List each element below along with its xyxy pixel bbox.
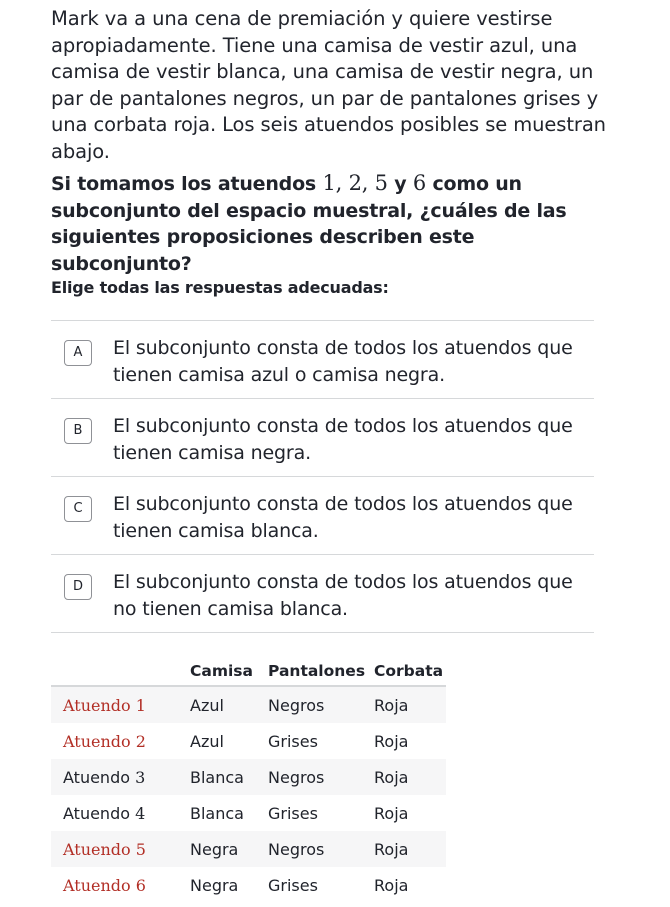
problem-content xyxy=(51,6,611,620)
shirt-cell: Negra xyxy=(190,875,239,895)
outfit-label xyxy=(51,686,190,723)
pants-cell: Negros xyxy=(268,831,374,867)
shirt-cell: Negra xyxy=(190,831,268,867)
pants-cell: Negros xyxy=(268,759,374,795)
choice-letter-c: C xyxy=(64,496,92,522)
outfit-number: 1 xyxy=(135,695,146,715)
outfit-label xyxy=(51,795,190,831)
tie-cell: Roja xyxy=(374,875,409,895)
choice-text-b: El subconjunto consta de todos los atuendos que tienen camisa negra. xyxy=(113,415,573,464)
table-row xyxy=(51,867,446,903)
table-row xyxy=(51,723,446,759)
question-after: como un subconjunto del espacio muestral, ¿cuáles de las siguientes proposiciones describen este subconjunto? xyxy=(51,173,567,275)
question-text xyxy=(51,170,611,277)
tie-cell: Roja xyxy=(374,731,409,751)
choice-letter-a: A xyxy=(64,340,92,366)
question-and: y xyxy=(387,173,413,195)
tie-cell: Roja xyxy=(374,686,446,723)
table-row xyxy=(51,831,446,867)
tie-cell: Roja xyxy=(374,831,446,867)
select-all-label: Elige todas las respuestas adecuadas: xyxy=(51,278,389,297)
outfit-number: 5 xyxy=(135,839,146,859)
outfit-label xyxy=(51,759,190,795)
pants-cell: Grises xyxy=(268,875,318,895)
pants-cell: Grises xyxy=(268,731,318,751)
pants-cell: Grises xyxy=(268,803,318,823)
choice-text-a: El subconjunto consta de todos los atuendos que tienen camisa azul o camisa negra. xyxy=(113,337,573,386)
question-math-six: 6 xyxy=(412,171,427,195)
table-body xyxy=(51,686,446,903)
outfit-number: 6 xyxy=(135,875,146,895)
shirt-cell: Blanca xyxy=(190,803,244,823)
outfits-table xyxy=(51,657,446,903)
tie-cell: Roja xyxy=(374,759,446,795)
table-header-pantalones: Pantalones xyxy=(268,657,374,686)
outfit-number: 3 xyxy=(135,767,146,787)
outfit-label-text: Atuendo xyxy=(63,731,131,751)
answer-choices xyxy=(51,320,594,633)
outfit-label-text: Atuendo xyxy=(63,803,131,823)
table-header-corbata: Corbata xyxy=(374,657,446,686)
choice-text-c: El subconjunto consta de todos los atuendos que tienen camisa blanca. xyxy=(113,493,573,542)
choice-d[interactable] xyxy=(51,555,594,633)
pants-cell: Negros xyxy=(268,686,374,723)
outfit-label-text: Atuendo xyxy=(63,695,131,715)
choice-text-d: El subconjunto consta de todos los atuendos que no tienen camisa blanca. xyxy=(113,571,573,620)
outfit-label-text: Atuendo xyxy=(63,767,131,787)
outfit-label xyxy=(51,723,190,759)
table-row xyxy=(51,759,446,795)
outfit-number: 2 xyxy=(135,731,146,751)
table-header-blank xyxy=(51,657,190,686)
outfit-label-text: Atuendo xyxy=(63,839,131,859)
table-row xyxy=(51,795,446,831)
question-before: Si tomamos los atuendos xyxy=(51,173,323,195)
problem-intro: Mark va a una cena de premiación y quiere vestirse apropiadamente. Tiene una camisa de vestir azul, una camisa de vestir blanca, una camisa de vestir negra, un par de pantalones negros, un par de pantalones grises y una corbata roja. Los seis atuendos posibles se muestran abajo. xyxy=(51,7,606,163)
table-header-camisa: Camisa xyxy=(190,657,268,686)
shirt-cell: Azul xyxy=(190,731,224,751)
choice-letter-d: D xyxy=(64,574,92,600)
table-row xyxy=(51,686,446,723)
outfit-number: 4 xyxy=(135,803,146,823)
choice-c[interactable] xyxy=(51,477,594,555)
shirt-cell: Azul xyxy=(190,686,268,723)
outfit-label xyxy=(51,831,190,867)
outfit-label xyxy=(51,867,190,903)
question-math-outfits: 1, 2, 5 xyxy=(322,171,388,195)
shirt-cell: Blanca xyxy=(190,759,268,795)
tie-cell: Roja xyxy=(374,803,409,823)
choice-a[interactable] xyxy=(51,321,594,399)
choice-letter-b: B xyxy=(64,418,92,444)
choice-b[interactable] xyxy=(51,399,594,477)
table-header-row xyxy=(51,657,446,686)
outfit-label-text: Atuendo xyxy=(63,875,131,895)
